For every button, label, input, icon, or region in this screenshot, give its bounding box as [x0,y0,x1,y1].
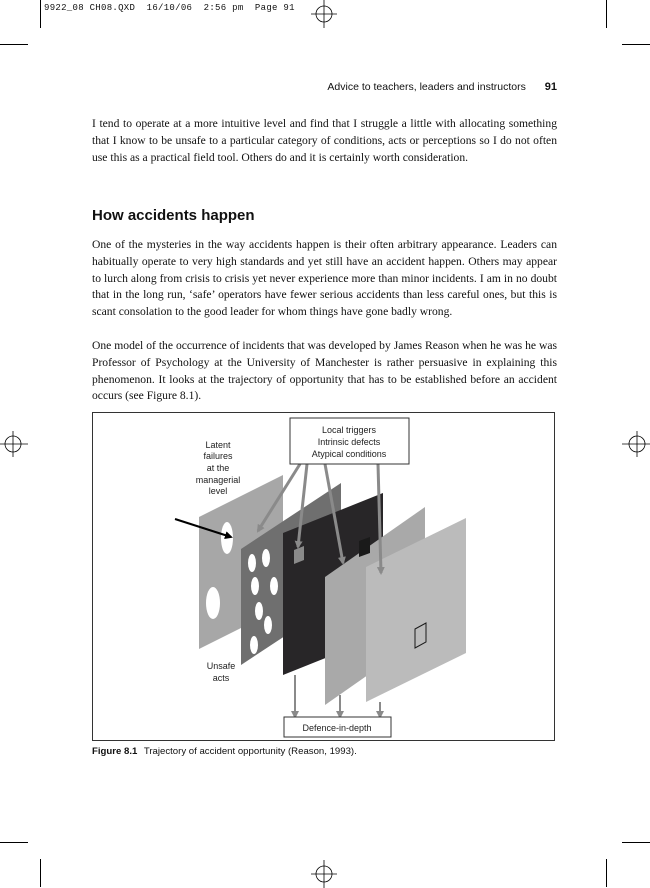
swiss-cheese-diagram [93,413,556,742]
figure-8-1 [92,412,555,741]
crop-mark-bottom-left-vertical [40,859,41,887]
crop-mark-top-right-horizontal [622,44,650,45]
defence-in-depth-label: Defence-in-depth [302,723,372,733]
latent-line-5: level [208,486,228,496]
latent-line-4: managerial [195,475,241,485]
page-number: 91 [544,81,557,93]
hole-1a [221,522,233,554]
figure-caption [92,746,357,757]
section-heading: How accidents happen [92,207,255,224]
figure-caption-text: Trajectory of accident opportunity (Reason, 1993). [143,746,357,757]
unsafe-line-2: acts [212,673,230,683]
hole-2a [248,554,256,572]
triggers-line-1: Local triggers [321,425,377,435]
hole-2b [262,549,270,567]
hole-2c [251,577,259,595]
hole-2g [250,636,258,654]
running-head [92,81,557,93]
crop-mark-top-right-vertical [606,0,607,28]
crop-mark-bottom-right-vertical [606,859,607,887]
registration-mark-top [309,0,339,30]
latent-line-1: Latent [205,440,231,450]
hole-2f [264,616,272,634]
paragraph-intuitive-level: I tend to operate at a more intuitive level and find that I struggle a little with allocating something that I know to be unsafe to a particular category of conditions, acts or perceptions so I do not often use this as a practical field tool. Others do and it is certainly worth consideration. [92,117,557,164]
registration-mark-bottom [309,858,339,888]
paragraph-mysteries: One of the mysteries in the way accidents happen is their often arbitrary appearance. Leaders can habitually operate to very high standards and yet still have an accident happen. Others may appear to lurch along from crisis to crisis yet never experience more than minor incidents. I am in no doubt that in the long run, ‘safe’ operators have fewer serious accidents than less careful ones, but this is scant consolation to the good leader for whom things have gone badly wrong. [92,238,557,319]
crop-mark-top-left-horizontal [0,44,28,45]
hole-2e [255,602,263,620]
unsafe-line-1: Unsafe [206,661,236,671]
latent-line-2: failures [203,451,233,461]
hole-1b [206,587,220,619]
figure-caption-label: Figure 8.1 [92,746,138,757]
registration-mark-left [0,429,30,459]
triggers-line-3: Atypical conditions [311,449,387,459]
paragraph-reason-model: One model of the occurrence of incidents that was developed by James Reason when he was he was Professor of Psychology at the University of Manchester is rather persuasive in explaining this phenomenon. It looks at the trajectory of opportunity that has to be established before an accident occurs (see Figure 8.1). [92,339,557,403]
crop-mark-top-left-vertical [40,0,41,28]
triggers-line-2: Intrinsic defects [317,437,381,447]
hole-2d [270,577,278,595]
registration-mark-right [620,429,650,459]
crop-mark-bottom-left-horizontal [0,842,28,843]
crop-mark-bottom-right-horizontal [622,842,650,843]
printer-slug: 9922_08 CH08.QXD 16/10/06 2:56 pm Page 91 [44,3,295,13]
running-head-title: Advice to teachers, leaders and instructors [327,81,526,93]
latent-line-3: at the [206,463,230,473]
